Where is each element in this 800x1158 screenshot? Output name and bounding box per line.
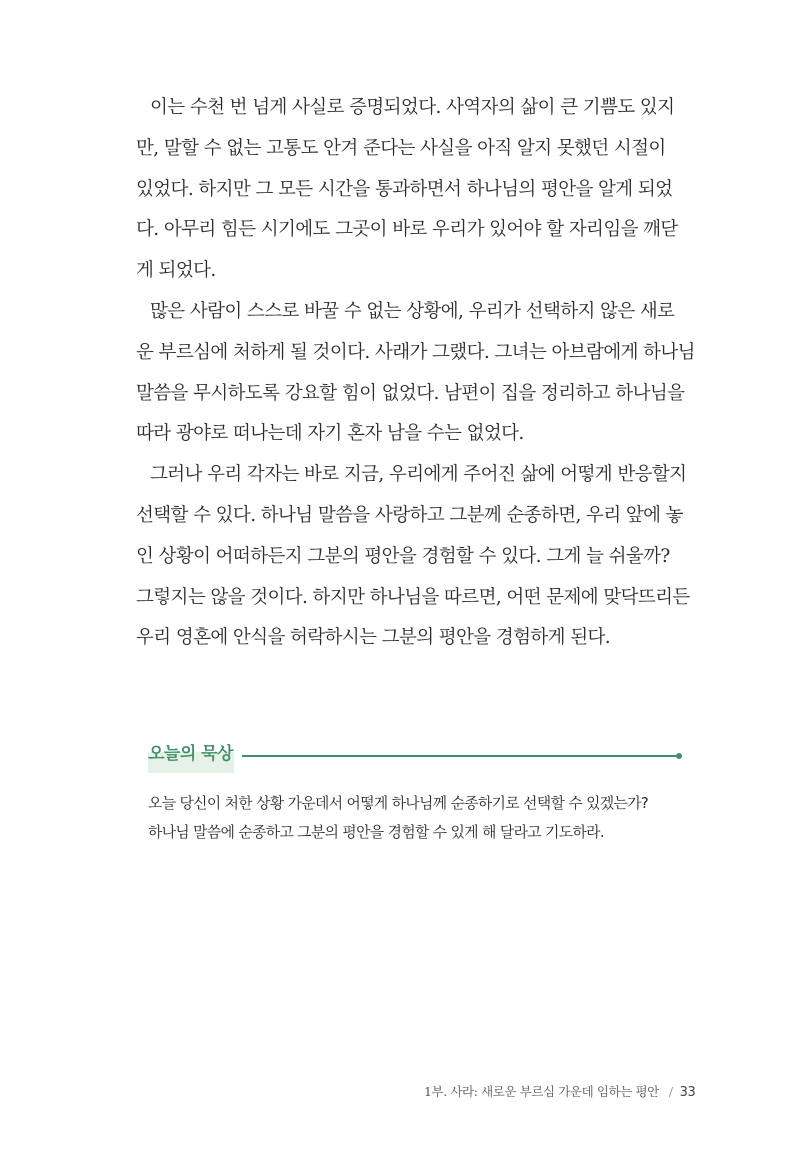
paragraph-line: 많은 사람이 스스로 바꿀 수 없는 상황에, 우리가 선택하지 않은 새로 <box>150 300 675 322</box>
meditation-box <box>148 738 688 847</box>
paragraph-line: 따라 광야로 떠나는데 자기 혼자 남을 수는 없었다. <box>136 423 524 445</box>
paragraph-line: 운 부르심에 처하게 될 것이다. 사래가 그랬다. 그녀는 아브람에게 하나님 <box>136 341 695 363</box>
paragraph-line: 다. 아무리 힘든 시기에도 그곳이 바로 우리가 있어야 할 자리임을 깨닫 <box>136 219 678 241</box>
footer-separator: / <box>668 1084 673 1099</box>
meditation-title: 오늘의 묵상 <box>148 744 234 764</box>
paragraph-line: 말씀을 무시하도록 강요할 힘이 없었다. 남편이 집을 정리하고 하나님을 <box>136 382 685 404</box>
divider-dot-icon <box>676 753 682 759</box>
meditation-line: 오늘 당신이 처한 상황 가운데서 어떻게 하나님께 순종하기로 선택할 수 있겠는가? <box>148 795 649 812</box>
page-number: 33 <box>679 1085 696 1100</box>
paragraph-line: 만, 말할 수 없는 고통도 안겨 준다는 사실을 아직 알지 못했던 시절이 <box>136 137 666 159</box>
paragraph-line: 있었다. 하지만 그 모든 시간을 통과하면서 하나님의 평안을 알게 되었 <box>136 178 673 200</box>
meditation-text <box>148 789 688 847</box>
body-text <box>136 88 696 659</box>
paragraph-line: 게 되었다. <box>136 260 216 282</box>
paragraph-line: 그러나 우리 각자는 바로 지금, 우리에게 주어진 삶에 어떻게 반응할지 <box>150 464 687 486</box>
divider-line <box>242 755 678 757</box>
meditation-line: 하나님 말씀에 순종하고 그분의 평안을 경험할 수 있게 해 달라고 기도하라. <box>148 824 604 841</box>
paragraph-line: 그렇지는 않을 것이다. 하지만 하나님을 따르면, 어떤 문제에 맞닥뜨리든 <box>136 586 690 608</box>
paragraph-line: 선택할 수 있다. 하나님 말씀을 사랑하고 그분께 순종하면, 우리 앞에 놓 <box>136 504 683 526</box>
page-footer <box>424 1082 724 1100</box>
paragraph-line: 이는 수천 번 넘게 사실로 증명되었다. 사역자의 삶이 큰 기쁨도 있지 <box>150 97 675 118</box>
paragraph-line: 인 상황이 어떠하든지 그분의 평안을 경험할 수 있다. 그게 늘 쉬울까? <box>136 545 670 567</box>
running-title: 1부. 사라: 새로운 부르심 가운데 임하는 평안 <box>424 1084 659 1099</box>
meditation-header <box>148 738 688 774</box>
paragraph-line: 우리 영혼에 안식을 허락하시는 그분의 평안을 경험하게 된다. <box>136 627 611 649</box>
